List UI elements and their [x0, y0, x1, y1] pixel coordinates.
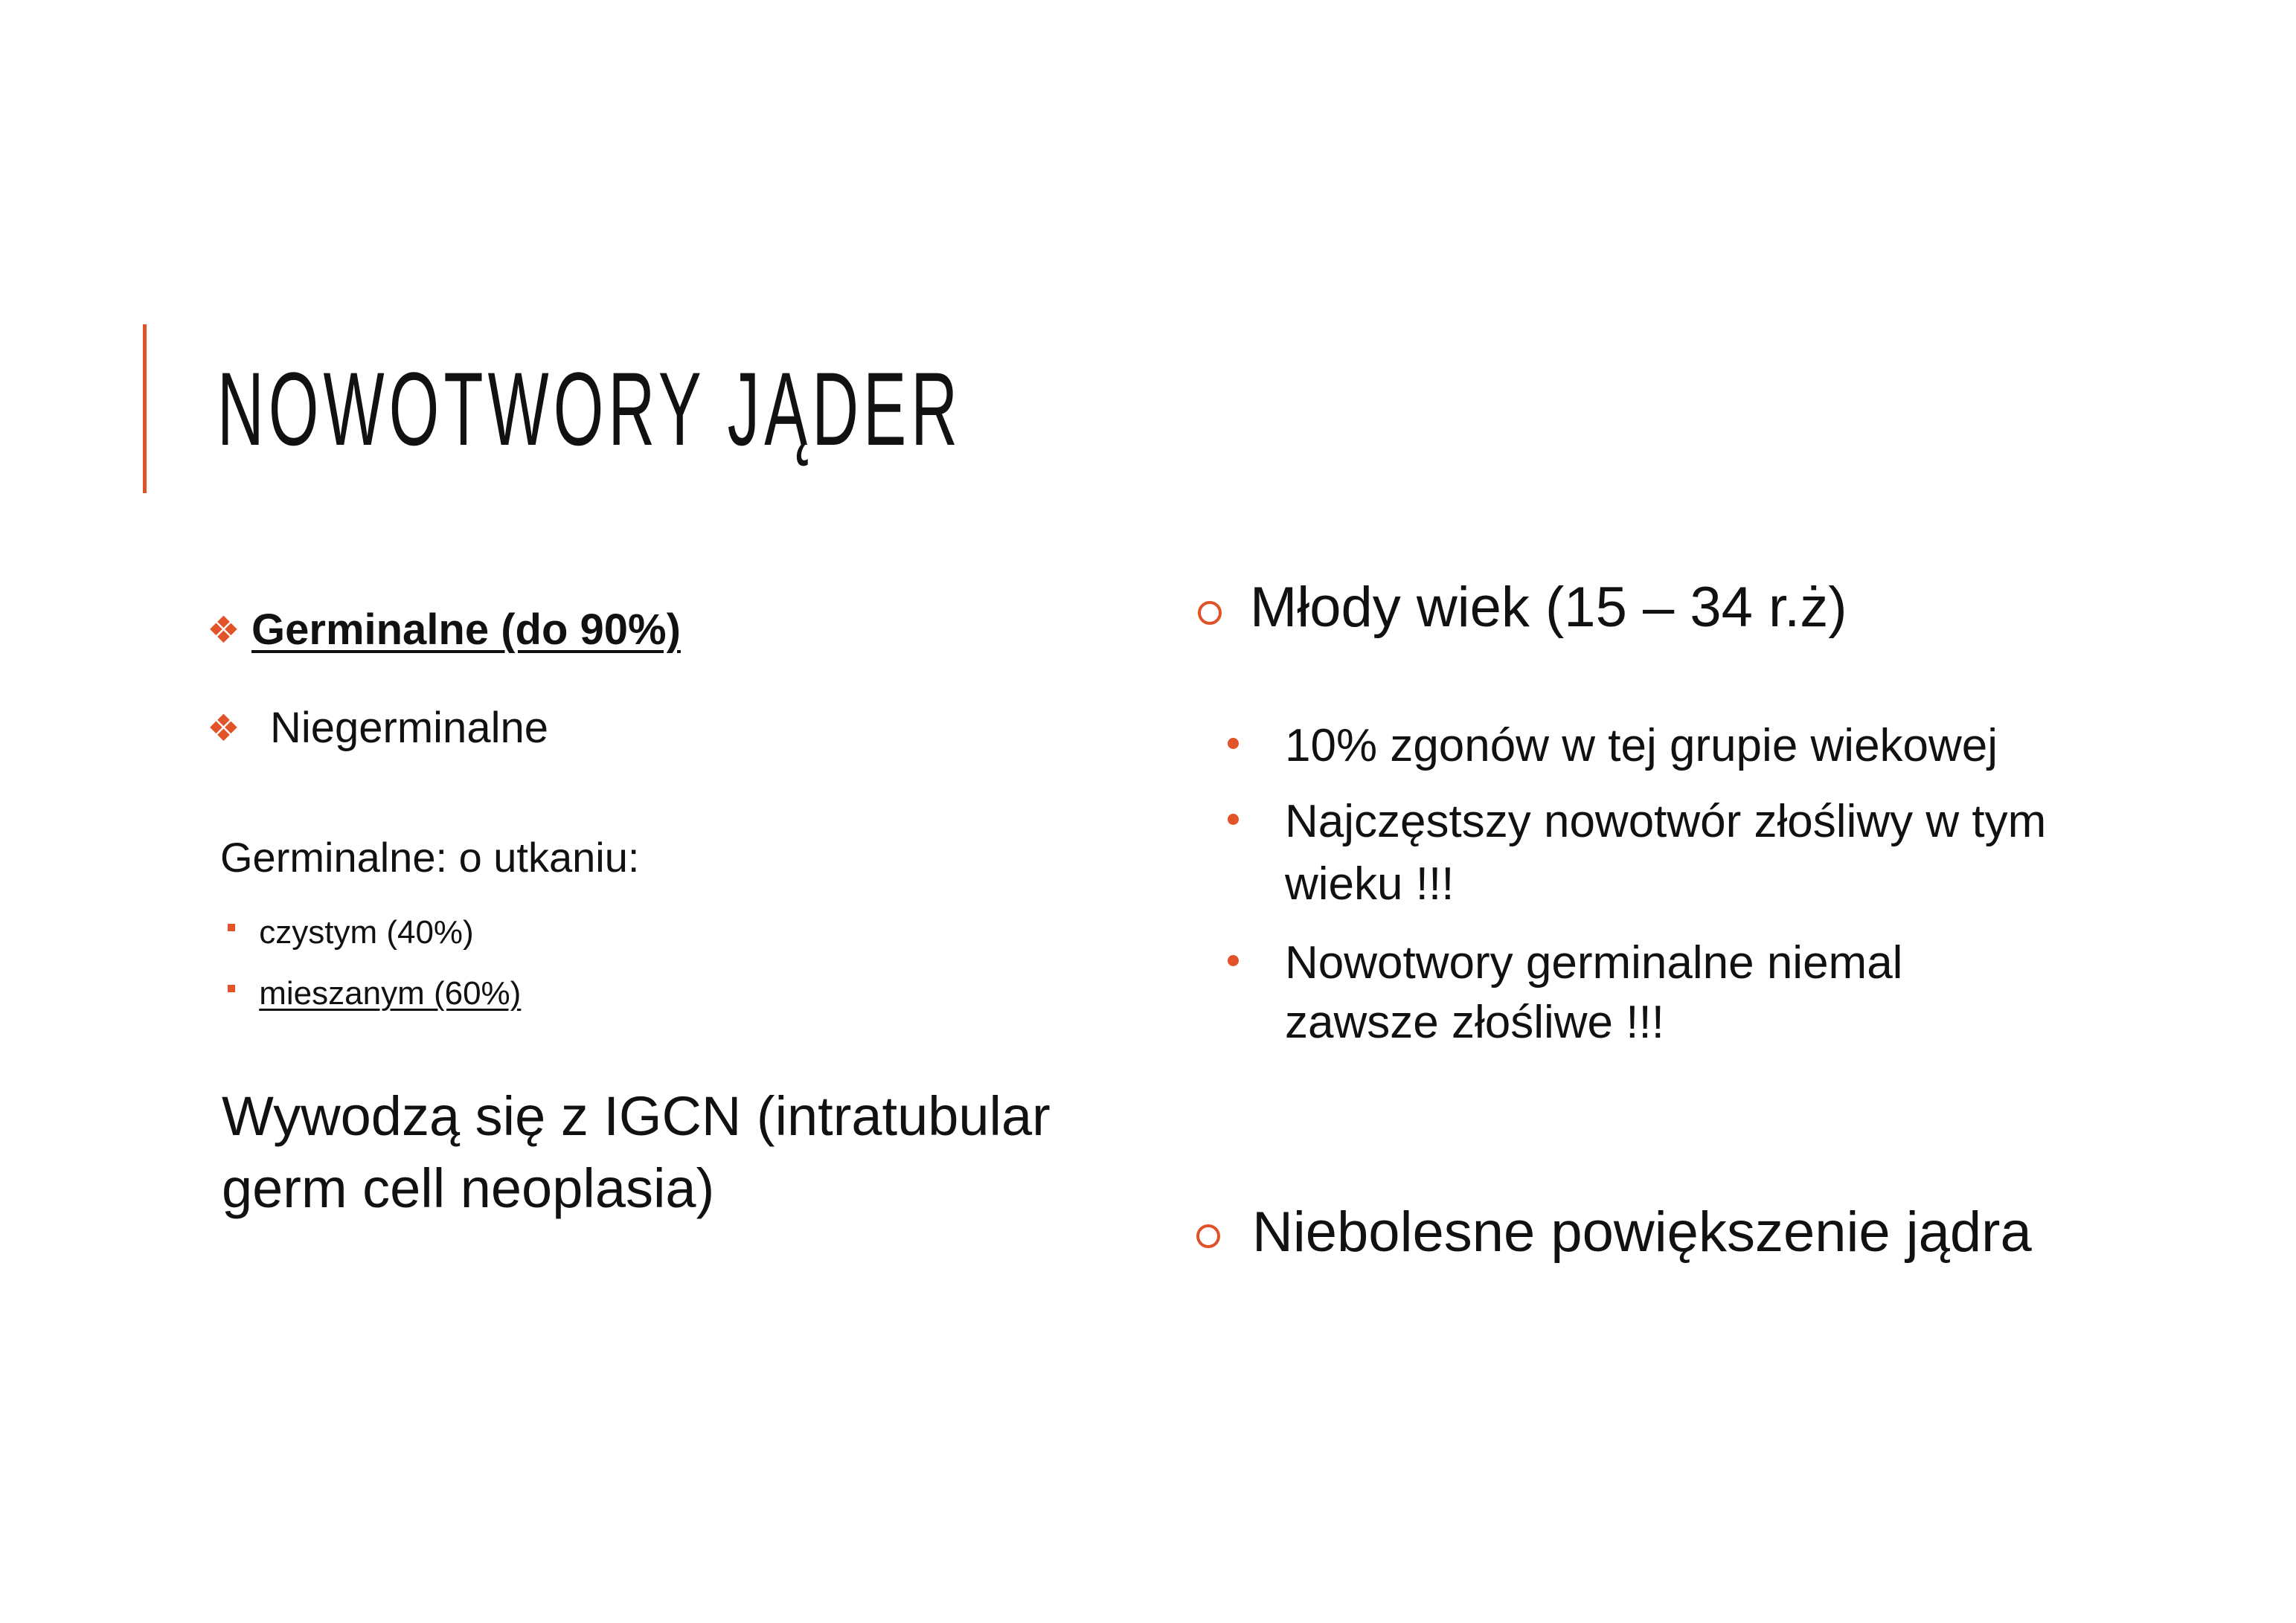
diamond-bullet-icon: ❖: [207, 707, 240, 749]
dot-bullet-icon: [1228, 738, 1239, 749]
dot-bullet-icon: [1228, 955, 1239, 966]
dot-bullet-icon: [1228, 814, 1239, 825]
title-accent-bar: [143, 324, 147, 493]
dot-bullet-3: [1228, 955, 1239, 970]
diamond-bullet-icon: ❖: [207, 609, 240, 651]
sub-item-czystym: [228, 913, 474, 952]
sub-item-mieszanym-text: mieszanym (60%): [259, 975, 522, 1012]
square-bullet-icon: [228, 985, 235, 992]
slide-title: NOWOTWORY JĄDER: [217, 350, 963, 467]
bullet-germinalne: [207, 608, 240, 652]
point-mlody-wiek: Młody wiek (15 – 34 r.ż): [1250, 576, 1847, 639]
square-bullet-icon: [228, 924, 235, 931]
circle-bullet-niebolesne: [1196, 1224, 1220, 1252]
sub-point-germinalne-line2: zawsze złośliwe !!!: [1285, 997, 1664, 1048]
bullet-niegerminalne: [207, 707, 240, 750]
sub-point-najczestszy-line2: wieku !!!: [1285, 858, 1455, 910]
sub-item-czystym-text: czystym (40%): [259, 914, 474, 951]
sub-item-mieszanym: [228, 974, 521, 1013]
dot-bullet-2: [1228, 814, 1239, 829]
point-niebolesne: Niebolesne powiększenie jądra: [1252, 1201, 2032, 1264]
germinal-subheading: Germinalne: o utkaniu:: [220, 834, 640, 881]
bullet-germinalne-text: Germinalne (do 90%): [251, 605, 681, 654]
circle-bullet-icon: [1196, 1224, 1220, 1248]
circle-bullet-mlody-wiek: [1198, 601, 1222, 629]
origin-text-line1: Wywodzą się z IGCN (intratubular: [222, 1085, 1051, 1147]
sub-point-najczestszy-line1: Najczęstszy nowotwór złośliwy w tym: [1285, 796, 2047, 847]
sub-point-germinalne-line1: Nowotwory germinalne niemal: [1285, 937, 1903, 989]
bullet-niegerminalne-text: Niegerminalne: [270, 704, 548, 752]
origin-text-line2: germ cell neoplasia): [222, 1157, 715, 1219]
dot-bullet-1: [1228, 738, 1239, 753]
sub-point-zgony: 10% zgonów w tej grupie wiekowej: [1285, 720, 1998, 771]
circle-bullet-icon: [1198, 601, 1222, 625]
